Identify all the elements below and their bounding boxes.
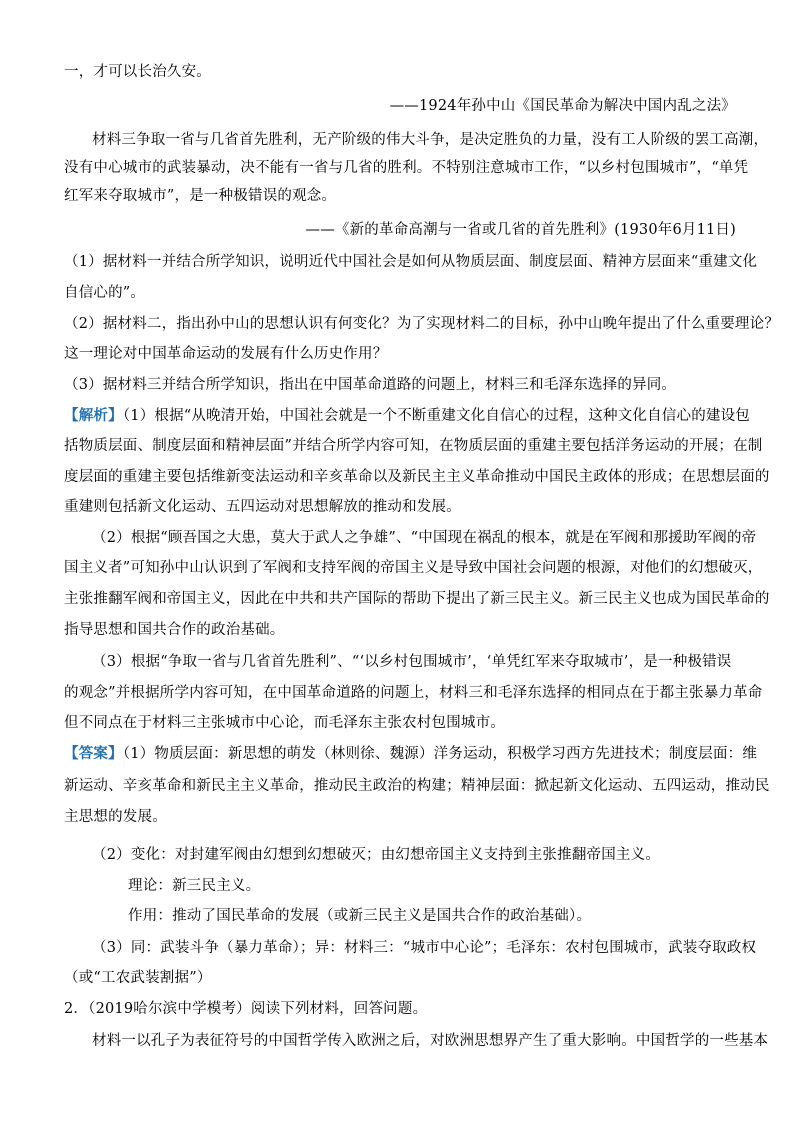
- analysis-line: 重建则包括新文化运动、五四运动对思想解放的推动和发展。: [64, 499, 461, 515]
- analysis-line: 国主义者”可知孙中山认识到了军阀和支持军阀的帝国主义是导致中国社会问题的根源，对他们的幻想破灭，: [64, 560, 763, 576]
- question-3: （3）据材料三并结合所学知识，指出在中国革命道路的问题上，材料三和毛泽东选择的异同。: [64, 377, 677, 393]
- answer-3-cont: （或“工农武装割据”）: [64, 970, 212, 986]
- analysis-line: 主张推翻军阀和帝国主义，因此在中共和共产国际的帮助下提出了新三民主义。新三民主义也成为国民革命的: [64, 591, 770, 607]
- question-2-cont: 这一理论对中国革命运动的发展有什么历史作用？: [64, 346, 388, 362]
- answer-3: （3）同：武装斗争（暴力革命）；异：材料三：“城市中心论”；毛泽东：农村包围城市，武装夺取政权: [92, 940, 757, 956]
- answer-2-theory: 理论：新三民主义。: [128, 878, 261, 894]
- analysis-line: 指导思想和国共合作的政治基础。: [64, 622, 285, 638]
- analysis-3: （3）根据“争取一省与几省首先胜利”、“‘以乡村包围城市’，‘单凭红军来夺取城市’，是一种极错误: [92, 654, 732, 670]
- source-citation-1: ——1924年孙中山《国民革命为解决中国内乱之法》: [389, 98, 736, 114]
- line-material-3: 材料三争取一省与几省首先胜利，无产阶级的伟大斗争，是决定胜负的力量，没有工人阶级的罢工高潮，: [92, 132, 769, 148]
- answer-2-effect: 作用：推动了国民革命的发展（或新三民主义是国共合作的政治基础）。: [128, 908, 592, 924]
- answer-1: [64, 744, 757, 764]
- analysis-2: （2）根据“顾吾国之大患，莫大于武人之争雄”、“中国现在祸乱的根本，就是在军阀和那援助军阀的帝: [92, 530, 757, 546]
- analysis-line: 但不同点在于材料三主张城市中心论，而毛泽东主张农村包围城市。: [64, 715, 505, 731]
- question-heading-2: 2．（2019哈尔滨中学模考）阅读下列材料，回答问题。: [64, 1001, 428, 1017]
- analysis-1: [64, 406, 750, 426]
- question-2: （2）据材料二，指出孙中山的思想认识有何变化？为了实现材料二的目标，孙中山晚年提出了什么重要理论？: [64, 316, 780, 332]
- source-citation-2: ——《新的革命高潮与一省或几省的首先胜利》(1930年6月11日): [305, 222, 736, 238]
- material-1: 材料一以孔子为表征符号的中国哲学传入欧洲之后，对欧洲思想界产生了重大影响。中国哲学的一些基本: [92, 1033, 769, 1049]
- line-4: 没有中心城市的武装暴动，决不能有一省与几省的胜利。不特别注意城市工作，“以乡村包围城市”，“单凭: [64, 160, 749, 176]
- answer-2: （2）变化：对封建军阀由幻想到幻想破灭；由幻想帝国主义支持到主张推翻帝国主义。: [92, 847, 661, 863]
- analysis-line: 括物质层面、制度层面和精神层面”并结合所学内容可知，在物质层面的重建主要包括洋务运动的开展；在制: [64, 438, 763, 454]
- analysis-line: 度层面的重建主要包括维新变法运动和辛亥革命以及新民主主义革命推动中国民主政体的形成；在思想层面的: [64, 469, 770, 485]
- question-1: （1）据材料一并结合所学知识，说明近代中国社会是如何从物质层面、制度层面、精神方层面来“重建文化: [64, 254, 758, 270]
- answer-tag: 【答案】: [64, 745, 123, 762]
- analysis-1-text: （1）根据“从晚清开始，中国社会就是一个不断重建文化自信心的过程，这种文化自信心的建设包: [122, 408, 750, 424]
- analysis-line: 的观念”并根据所学内容可知，在中国革命道路的问题上，材料三和毛泽东选择的相同点在于都主张暴力革命: [64, 685, 763, 701]
- answer-1-text: （1）物质层面：新思想的萌发（林则徐、魏源）洋务运动，积极学习西方先进技术；制度层面：维: [122, 746, 758, 762]
- answer-line: 主思想的发展。: [64, 809, 167, 825]
- analysis-tag: 【解析】: [64, 407, 123, 424]
- line-5: 红军来夺取城市”，是一种极错误的观念。: [64, 188, 337, 204]
- answer-line: 新运动、辛亥革命和新民主主义革命，推动民主政治的构建；精神层面：掀起新文化运动、五四运动，推动民: [64, 778, 770, 794]
- line-1: 一，才可以长治久安。: [64, 64, 211, 80]
- question-1-cont: 自信心的”。: [64, 285, 146, 301]
